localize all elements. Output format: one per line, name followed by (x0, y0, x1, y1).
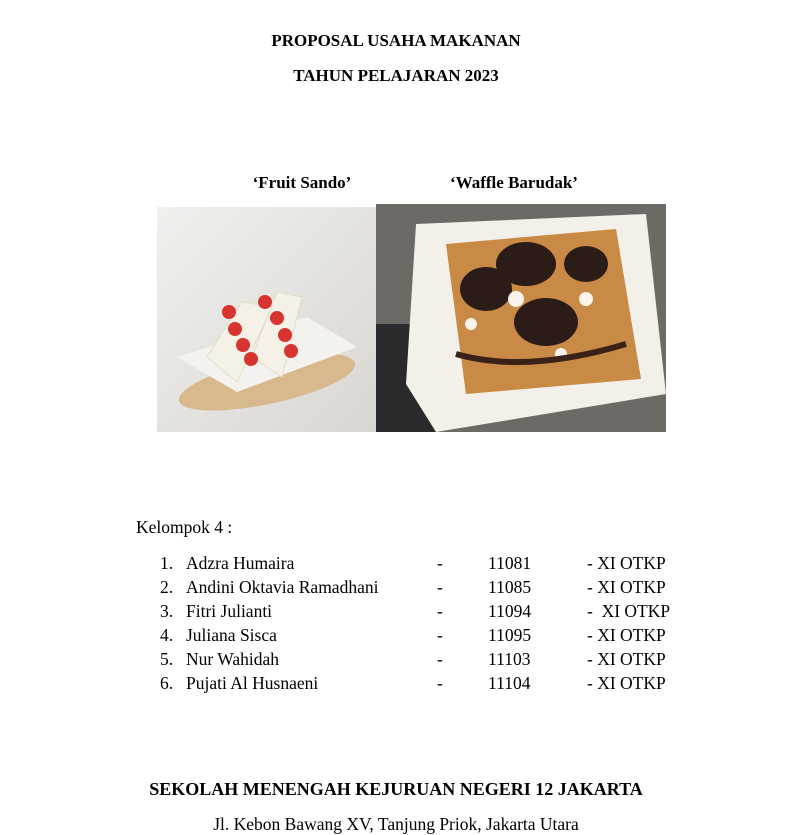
separator: - (437, 601, 443, 621)
separator: - (437, 553, 443, 573)
member-nim: 11095 (488, 625, 532, 645)
member-name: Nur Wahidah (186, 649, 280, 669)
separator: - (437, 673, 443, 693)
group-label: Kelompok 4 : (136, 517, 233, 537)
separator: - (437, 625, 443, 645)
member-number: 1. (160, 553, 174, 573)
member-class: - XI OTKP (587, 553, 666, 573)
member-nim: 11103 (488, 649, 531, 669)
member-nim: 11085 (488, 577, 532, 597)
member-name: Andini Oktavia Ramadhani (186, 577, 379, 597)
school-name: SEKOLAH MENENGAH KEJURUAN NEGERI 12 JAKARTA (149, 779, 643, 799)
waffle-photo (376, 204, 666, 432)
member-row (0, 553, 792, 577)
member-row (0, 577, 792, 601)
member-number: 3. (160, 601, 174, 621)
member-class: - XI OTKP (587, 673, 666, 693)
member-number: 2. (160, 577, 174, 597)
member-class: - XI OTKP (587, 577, 666, 597)
caption-waffle: ‘Waffle Barudak’ (450, 173, 578, 192)
document-title: PROPOSAL USAHA MAKANAN (271, 31, 521, 50)
document-subtitle: TAHUN PELAJARAN 2023 (293, 66, 499, 85)
member-class: - XI OTKP (587, 625, 666, 645)
school-address: Jl. Kebon Bawang XV, Tanjung Priok, Jakarta Utara (213, 814, 579, 834)
member-name: Juliana Sisca (186, 625, 277, 645)
member-nim: 11081 (488, 553, 532, 573)
member-row (0, 601, 792, 625)
separator: - (437, 649, 443, 669)
member-number: 6. (160, 673, 174, 693)
member-class: - XI OTKP (587, 649, 666, 669)
member-nim: 11104 (488, 673, 531, 693)
member-name: Pujati Al Husnaeni (186, 673, 319, 693)
member-number: 5. (160, 649, 174, 669)
fruit-sando-photo (157, 207, 376, 432)
member-name: Fitri Julianti (186, 601, 273, 621)
member-row (0, 625, 792, 649)
member-row (0, 673, 792, 697)
member-number: 4. (160, 625, 174, 645)
member-row (0, 649, 792, 673)
member-class: - XI OTKP (587, 601, 671, 621)
separator: - (437, 577, 443, 597)
caption-fruit-sando: ‘Fruit Sando’ (252, 173, 352, 192)
member-name: Adzra Humaira (186, 553, 295, 573)
member-nim: 11094 (488, 601, 532, 621)
